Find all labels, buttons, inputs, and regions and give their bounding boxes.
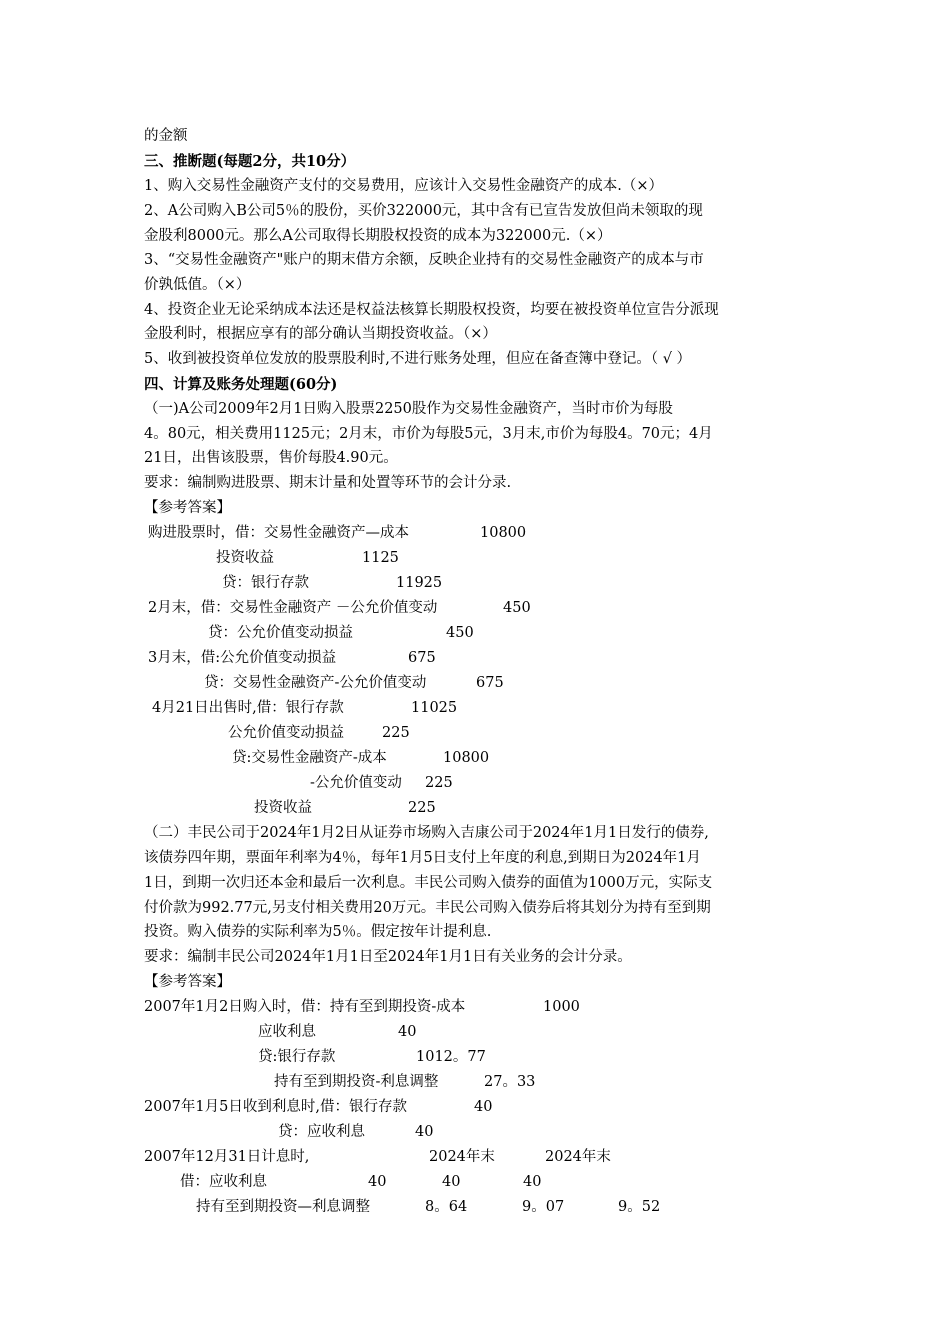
problem-line: 投资。购入债券的实际利率为5％。假定按年计提利息.	[144, 924, 492, 940]
table-header-label: 2007年12月31日计息时,	[144, 1149, 310, 1165]
entry-amount: 11925	[396, 575, 443, 591]
text-line: 的金额	[144, 128, 188, 144]
entry-label: 4月21日出售时,借：银行存款	[152, 700, 344, 716]
question-line: 2、A公司购入B公司5％的股份，买价322000元，其中含有已宣告发放但尚未领取的现	[144, 203, 703, 219]
entry-label: 持有至到期投资-利息调整	[274, 1074, 439, 1090]
table-cell: 40	[523, 1174, 542, 1190]
entry-label: 3月末，借:公允价值变动损益	[148, 650, 337, 666]
entry-amount: 40	[474, 1099, 493, 1115]
requirement-line: 要求：编制丰民公司2024年1月1日至2024年1月1日有关业务的会计分录。	[144, 949, 632, 965]
problem-line: 4。80元，相关费用1125元；2月末，市价为每股5元，3月末,市价为每股4。70元；4月	[144, 426, 713, 442]
entry-amount: 225	[408, 800, 436, 816]
question-line: 4、投资企业无论采纳成本法还是权益法核算长期股权投资，均要在被投资单位宣告分派现	[144, 302, 719, 318]
entry-amount: 225	[425, 775, 453, 791]
entry-amount: 675	[408, 650, 436, 666]
table-cell: 9。52	[618, 1199, 661, 1215]
question-line: 金股利8000元。那么A公司取得长期股权投资的成本为322000元.（×）	[144, 228, 612, 244]
answer-heading: 【参考答案】	[144, 500, 231, 516]
entry-label: 贷：银行存款	[222, 575, 309, 591]
question-line: 1、购入交易性金融资产支付的交易费用，应该计入交易性金融资产的成本.（×）	[144, 178, 663, 194]
question-line: 3、“交易性金融资产"账户的期末借方余额，反映企业持有的交易性金融资产的成本与市	[144, 252, 704, 268]
entry-amount: 450	[503, 600, 531, 616]
table-row-label: 借：应收利息	[180, 1174, 267, 1190]
entry-label: 2月末，借：交易性金融资产 －公允价值变动	[148, 600, 438, 616]
entry-label: 贷：应收利息	[278, 1124, 365, 1140]
entry-amount: 225	[382, 725, 410, 741]
question-line: 价孰低值。（×）	[144, 277, 251, 293]
entry-label: 贷:交易性金融资产-成本	[232, 750, 387, 766]
table-cell: 9。07	[522, 1199, 565, 1215]
problem-line: （二）丰民公司于2024年1月2日从证券市场购入吉康公司于2024年1月1日发行的债券,	[144, 825, 709, 841]
entry-label: 应收利息	[258, 1024, 316, 1040]
entry-label: 2007年1月2日购入时，借：持有至到期投资-成本	[144, 999, 466, 1015]
question-line: 金股利时，根据应享有的部分确认当期投资收益。（×）	[144, 326, 497, 342]
answer-heading: 【参考答案】	[144, 974, 231, 990]
requirement-line: 要求：编制购进股票、期末计量和处置等环节的会计分录.	[144, 475, 512, 491]
table-cell: 8。64	[425, 1199, 468, 1215]
problem-line: 该债券四年期，票面年利率为4％，每年1月5日支付上年度的利息,到期日为2024年1月	[144, 850, 701, 866]
section-heading-calculation: 四、计算及账务处理题(60分)	[144, 376, 338, 393]
entry-label: 贷:银行存款	[258, 1049, 336, 1065]
entry-label: 投资收益	[254, 800, 312, 816]
entry-amount: 1125	[362, 550, 399, 566]
problem-line: 付价款为992.77元,另支付相关费用20万元。丰民公司购入债券后将其划分为持有至到期	[144, 900, 711, 916]
entry-amount: 10800	[480, 525, 527, 541]
entry-label: 贷：交易性金融资产-公允价值变动	[204, 675, 427, 691]
problem-line: 1日，到期一次归还本金和最后一次利息。丰民公司购入债券的面值为1000万元，实际支	[144, 875, 713, 891]
entry-amount: 40	[415, 1124, 434, 1140]
table-header-cell: 2024年末	[429, 1149, 495, 1165]
entry-amount: 450	[446, 625, 474, 641]
table-cell: 40	[442, 1174, 461, 1190]
entry-amount: 27。33	[484, 1074, 536, 1090]
entry-amount: 10800	[443, 750, 490, 766]
entry-label: 2007年1月5日收到利息时,借：银行存款	[144, 1099, 407, 1115]
entry-label: 投资收益	[216, 550, 274, 566]
entry-label: -公允价值变动	[310, 775, 402, 791]
entry-amount: 1000	[543, 999, 580, 1015]
entry-amount: 11025	[411, 700, 458, 716]
section-heading-judgment: 三、推断题(每题2分，共10分）	[144, 153, 356, 170]
table-cell: 40	[368, 1174, 387, 1190]
entry-label: 公允价值变动损益	[228, 725, 344, 741]
entry-label: 购进股票时，借：交易性金融资产—成本	[148, 525, 409, 541]
entry-amount: 675	[476, 675, 504, 691]
problem-line: 21日，出售该股票，售价每股4.90元。	[144, 450, 398, 466]
question-line: 5、收到被投资单位发放的股票股利时,不进行账务处理，但应在备查簿中登记。（ √ ）	[144, 351, 692, 367]
table-header-cell: 2024年末	[545, 1149, 611, 1165]
table-row-label: 持有至到期投资—利息调整	[196, 1199, 370, 1215]
problem-line: （一)A公司2009年2月1日购入股票2250股作为交易性金融资产，当时市价为每股	[144, 401, 673, 417]
entry-label: 贷：公允价值变动损益	[208, 625, 353, 641]
entry-amount: 1012。77	[416, 1049, 486, 1065]
entry-amount: 40	[398, 1024, 417, 1040]
